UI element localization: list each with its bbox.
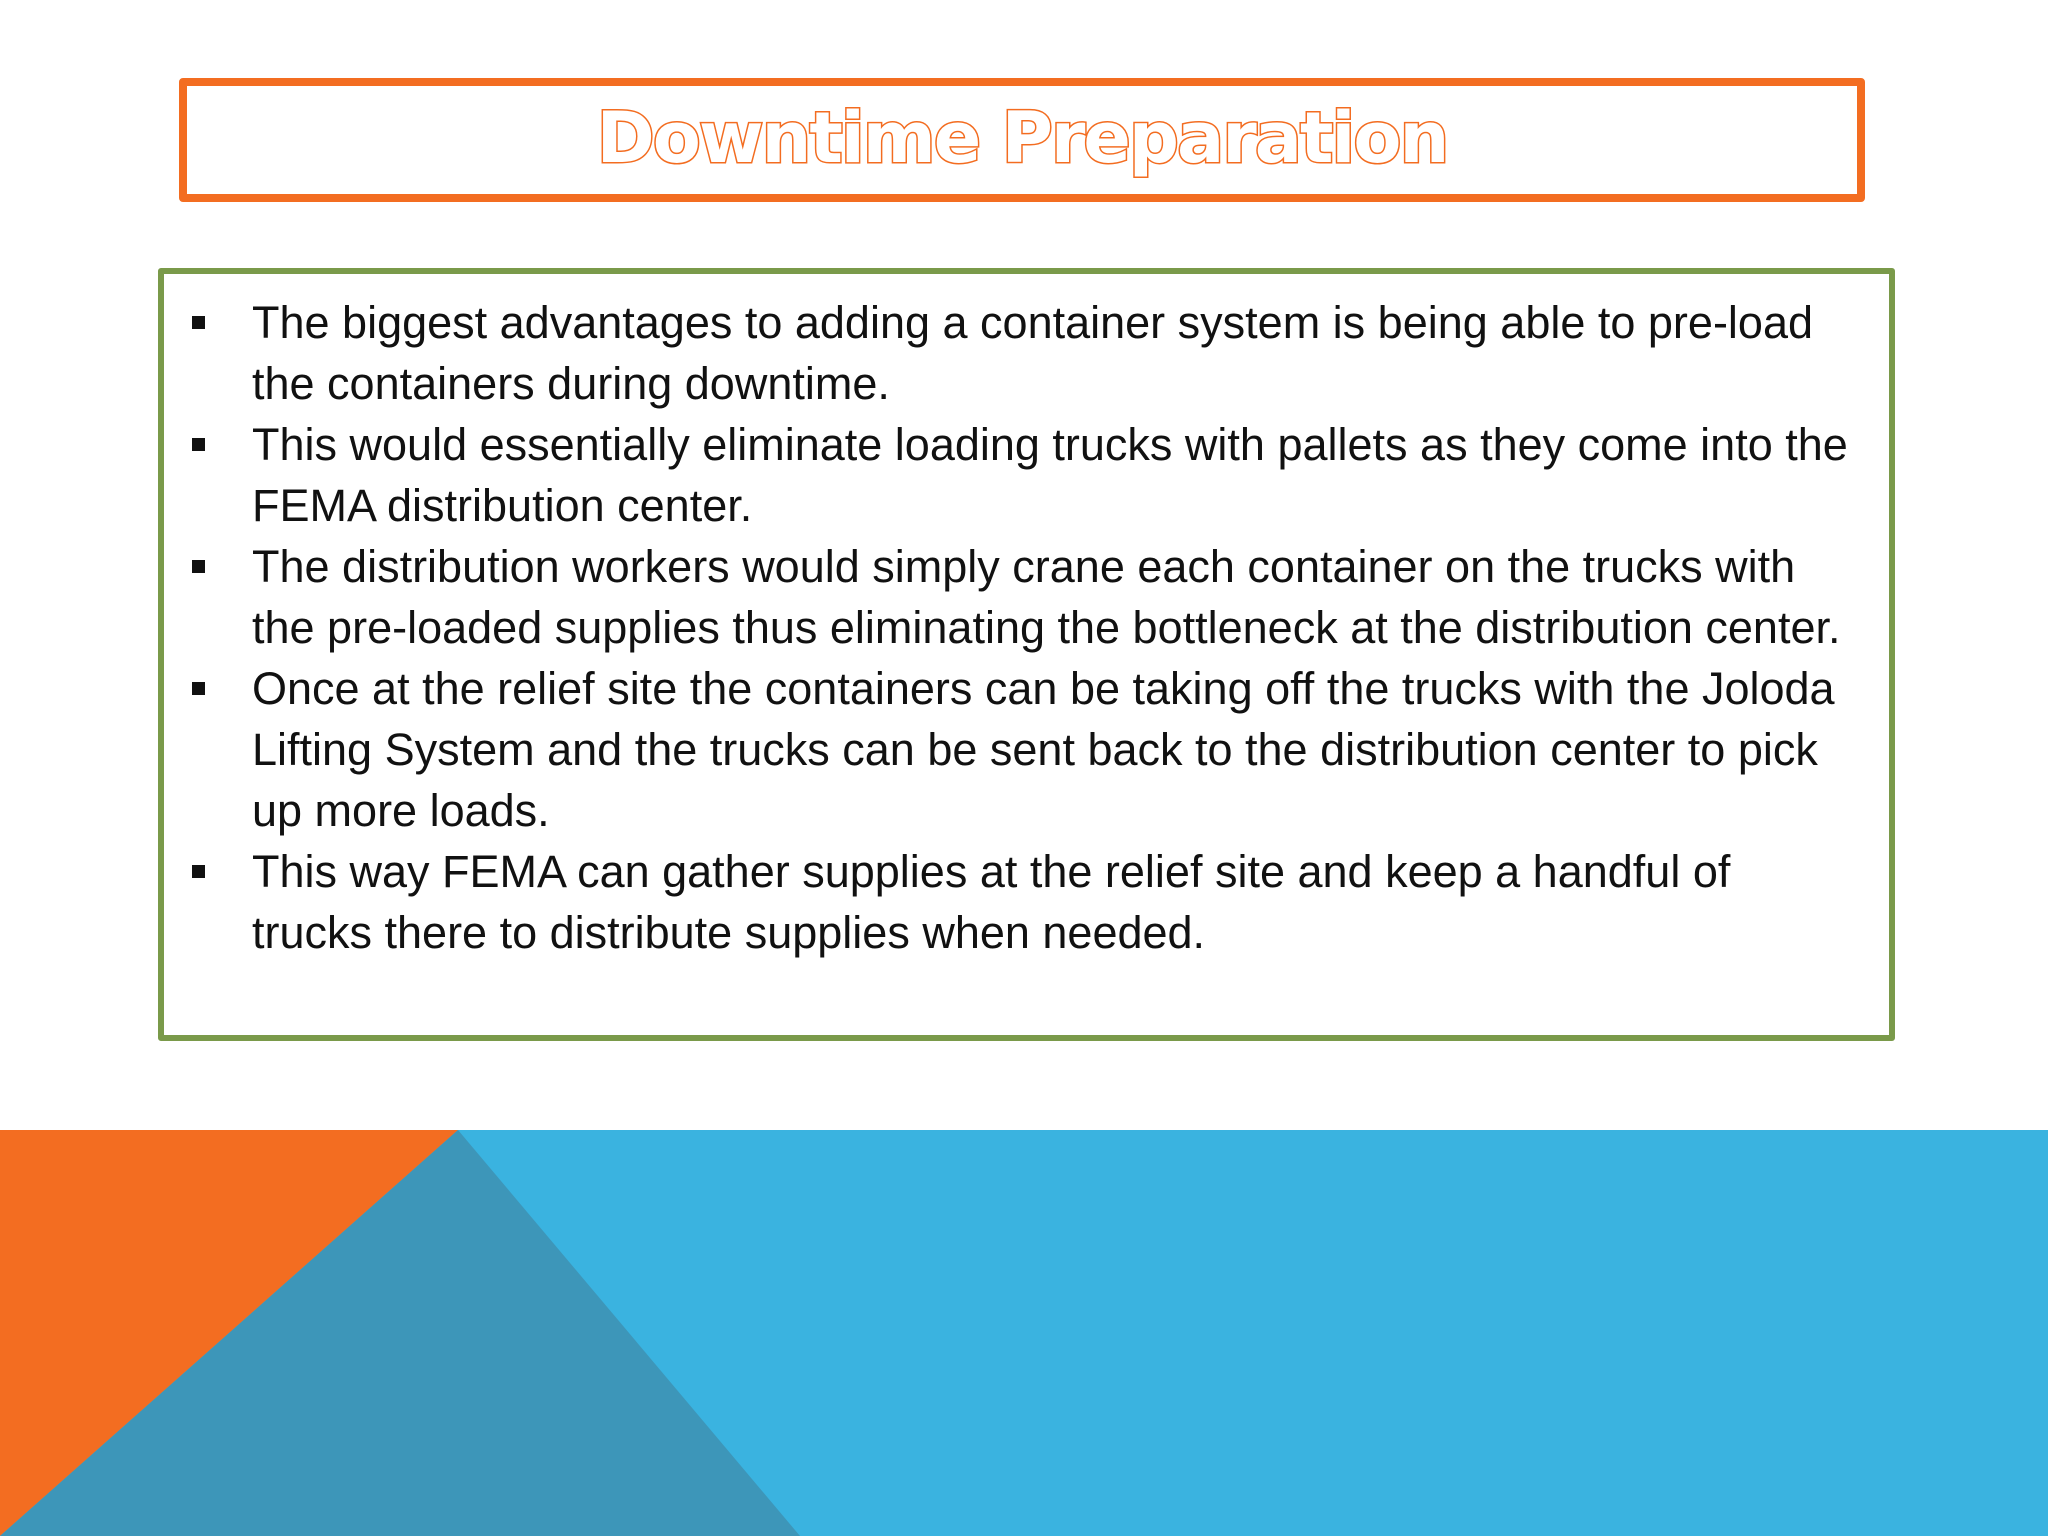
square-bullet-icon — [192, 865, 205, 878]
bullet-item — [182, 536, 1849, 658]
content-box — [158, 268, 1895, 1041]
slide-title: Downtime Preparation — [596, 97, 1448, 179]
square-bullet-icon — [192, 316, 205, 329]
bullet-text: The distribution workers would simply crane each container on the trucks with the pre-loaded supplies thus eliminating the bottleneck at the distribution center. — [252, 541, 1841, 653]
decorative-footer-shapes — [0, 1130, 2048, 1536]
bullet-item — [182, 841, 1849, 963]
square-bullet-icon — [192, 560, 205, 573]
bullet-text: Once at the relief site the containers can be taking off the trucks with the Joloda Lifting System and the trucks can be sent back to the distribution center to pick up more loads. — [252, 663, 1835, 836]
bullet-item — [182, 414, 1849, 536]
bullet-item — [182, 292, 1849, 414]
bullet-text: This would essentially eliminate loading trucks with pallets as they come into the FEMA distribution center. — [252, 419, 1848, 531]
bullet-text: The biggest advantages to adding a container system is being able to pre-load the containers during downtime. — [252, 297, 1814, 409]
bullet-text: This way FEMA can gather supplies at the relief site and keep a handful of trucks there to distribute supplies when needed. — [252, 846, 1731, 958]
square-bullet-icon — [192, 438, 205, 451]
square-bullet-icon — [192, 682, 205, 695]
bullet-list — [182, 292, 1849, 963]
bullet-item — [182, 658, 1849, 841]
title-box — [179, 78, 1865, 202]
